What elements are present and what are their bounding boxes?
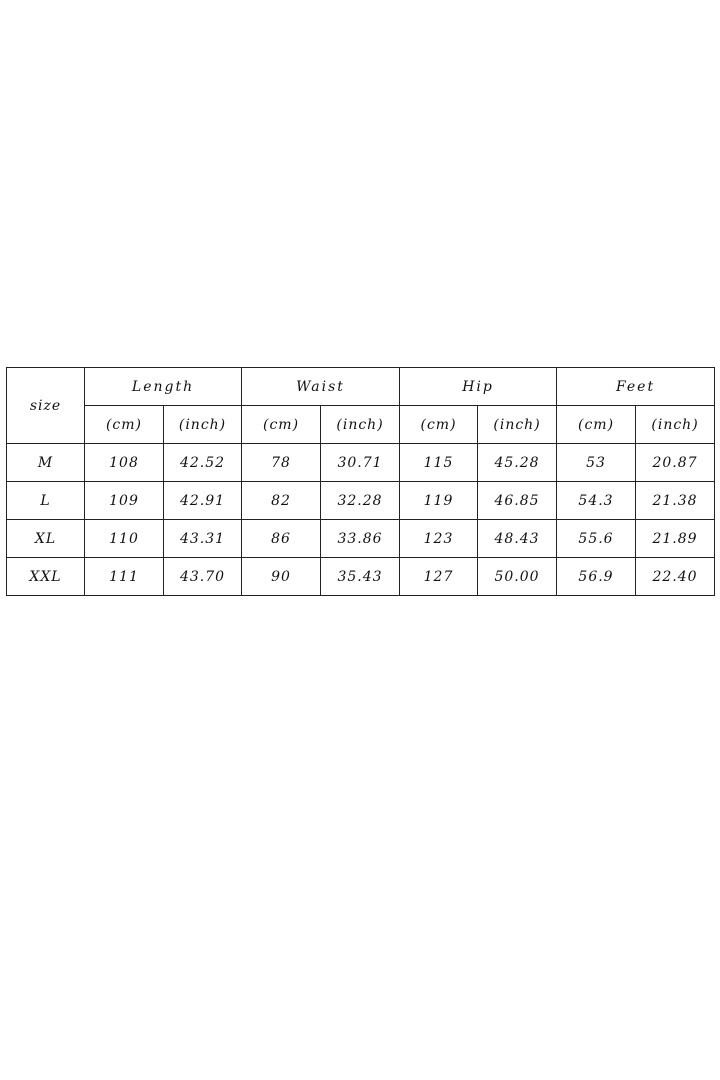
table-cell: 108 bbox=[85, 444, 164, 482]
size-label: XL bbox=[7, 520, 85, 558]
unit-header-row bbox=[7, 406, 715, 444]
table-cell: 127 bbox=[400, 558, 478, 596]
table-cell: 22.40 bbox=[636, 558, 715, 596]
table-cell: 48.43 bbox=[478, 520, 557, 558]
size-column-header: size bbox=[7, 368, 85, 444]
table-cell: 56.9 bbox=[557, 558, 636, 596]
unit-header: (cm) bbox=[400, 406, 478, 444]
table-cell: 115 bbox=[400, 444, 478, 482]
feet-header: Feet bbox=[557, 368, 715, 406]
table-cell: 42.52 bbox=[164, 444, 242, 482]
table-cell: 21.38 bbox=[636, 482, 715, 520]
table-cell: 45.28 bbox=[478, 444, 557, 482]
table-cell: 42.91 bbox=[164, 482, 242, 520]
size-label: XXL bbox=[7, 558, 85, 596]
table-cell: 55.6 bbox=[557, 520, 636, 558]
table-cell: 53 bbox=[557, 444, 636, 482]
unit-header: (inch) bbox=[164, 406, 242, 444]
table-cell: 111 bbox=[85, 558, 164, 596]
table-cell: 33.86 bbox=[321, 520, 400, 558]
unit-header: (inch) bbox=[321, 406, 400, 444]
table-cell: 82 bbox=[242, 482, 321, 520]
size-label: L bbox=[7, 482, 85, 520]
hip-header: Hip bbox=[400, 368, 557, 406]
table-cell: 50.00 bbox=[478, 558, 557, 596]
unit-header: (cm) bbox=[557, 406, 636, 444]
table-cell: 110 bbox=[85, 520, 164, 558]
size-chart-table bbox=[6, 367, 715, 596]
table-cell: 119 bbox=[400, 482, 478, 520]
table-row bbox=[7, 444, 715, 482]
table-cell: 20.87 bbox=[636, 444, 715, 482]
table-cell: 54.3 bbox=[557, 482, 636, 520]
table-cell: 43.70 bbox=[164, 558, 242, 596]
length-header: Length bbox=[85, 368, 242, 406]
table-cell: 86 bbox=[242, 520, 321, 558]
table-cell: 90 bbox=[242, 558, 321, 596]
table-cell: 35.43 bbox=[321, 558, 400, 596]
group-header-row bbox=[7, 368, 715, 406]
table-cell: 30.71 bbox=[321, 444, 400, 482]
unit-header: (inch) bbox=[478, 406, 557, 444]
table-row bbox=[7, 520, 715, 558]
table-cell: 123 bbox=[400, 520, 478, 558]
unit-header: (cm) bbox=[242, 406, 321, 444]
table-cell: 109 bbox=[85, 482, 164, 520]
table-cell: 46.85 bbox=[478, 482, 557, 520]
table-row bbox=[7, 482, 715, 520]
waist-header: Waist bbox=[242, 368, 400, 406]
size-label: M bbox=[7, 444, 85, 482]
table-cell: 43.31 bbox=[164, 520, 242, 558]
unit-header: (inch) bbox=[636, 406, 715, 444]
table-cell: 32.28 bbox=[321, 482, 400, 520]
table-cell: 21.89 bbox=[636, 520, 715, 558]
table-cell: 78 bbox=[242, 444, 321, 482]
table-row bbox=[7, 558, 715, 596]
unit-header: (cm) bbox=[85, 406, 164, 444]
